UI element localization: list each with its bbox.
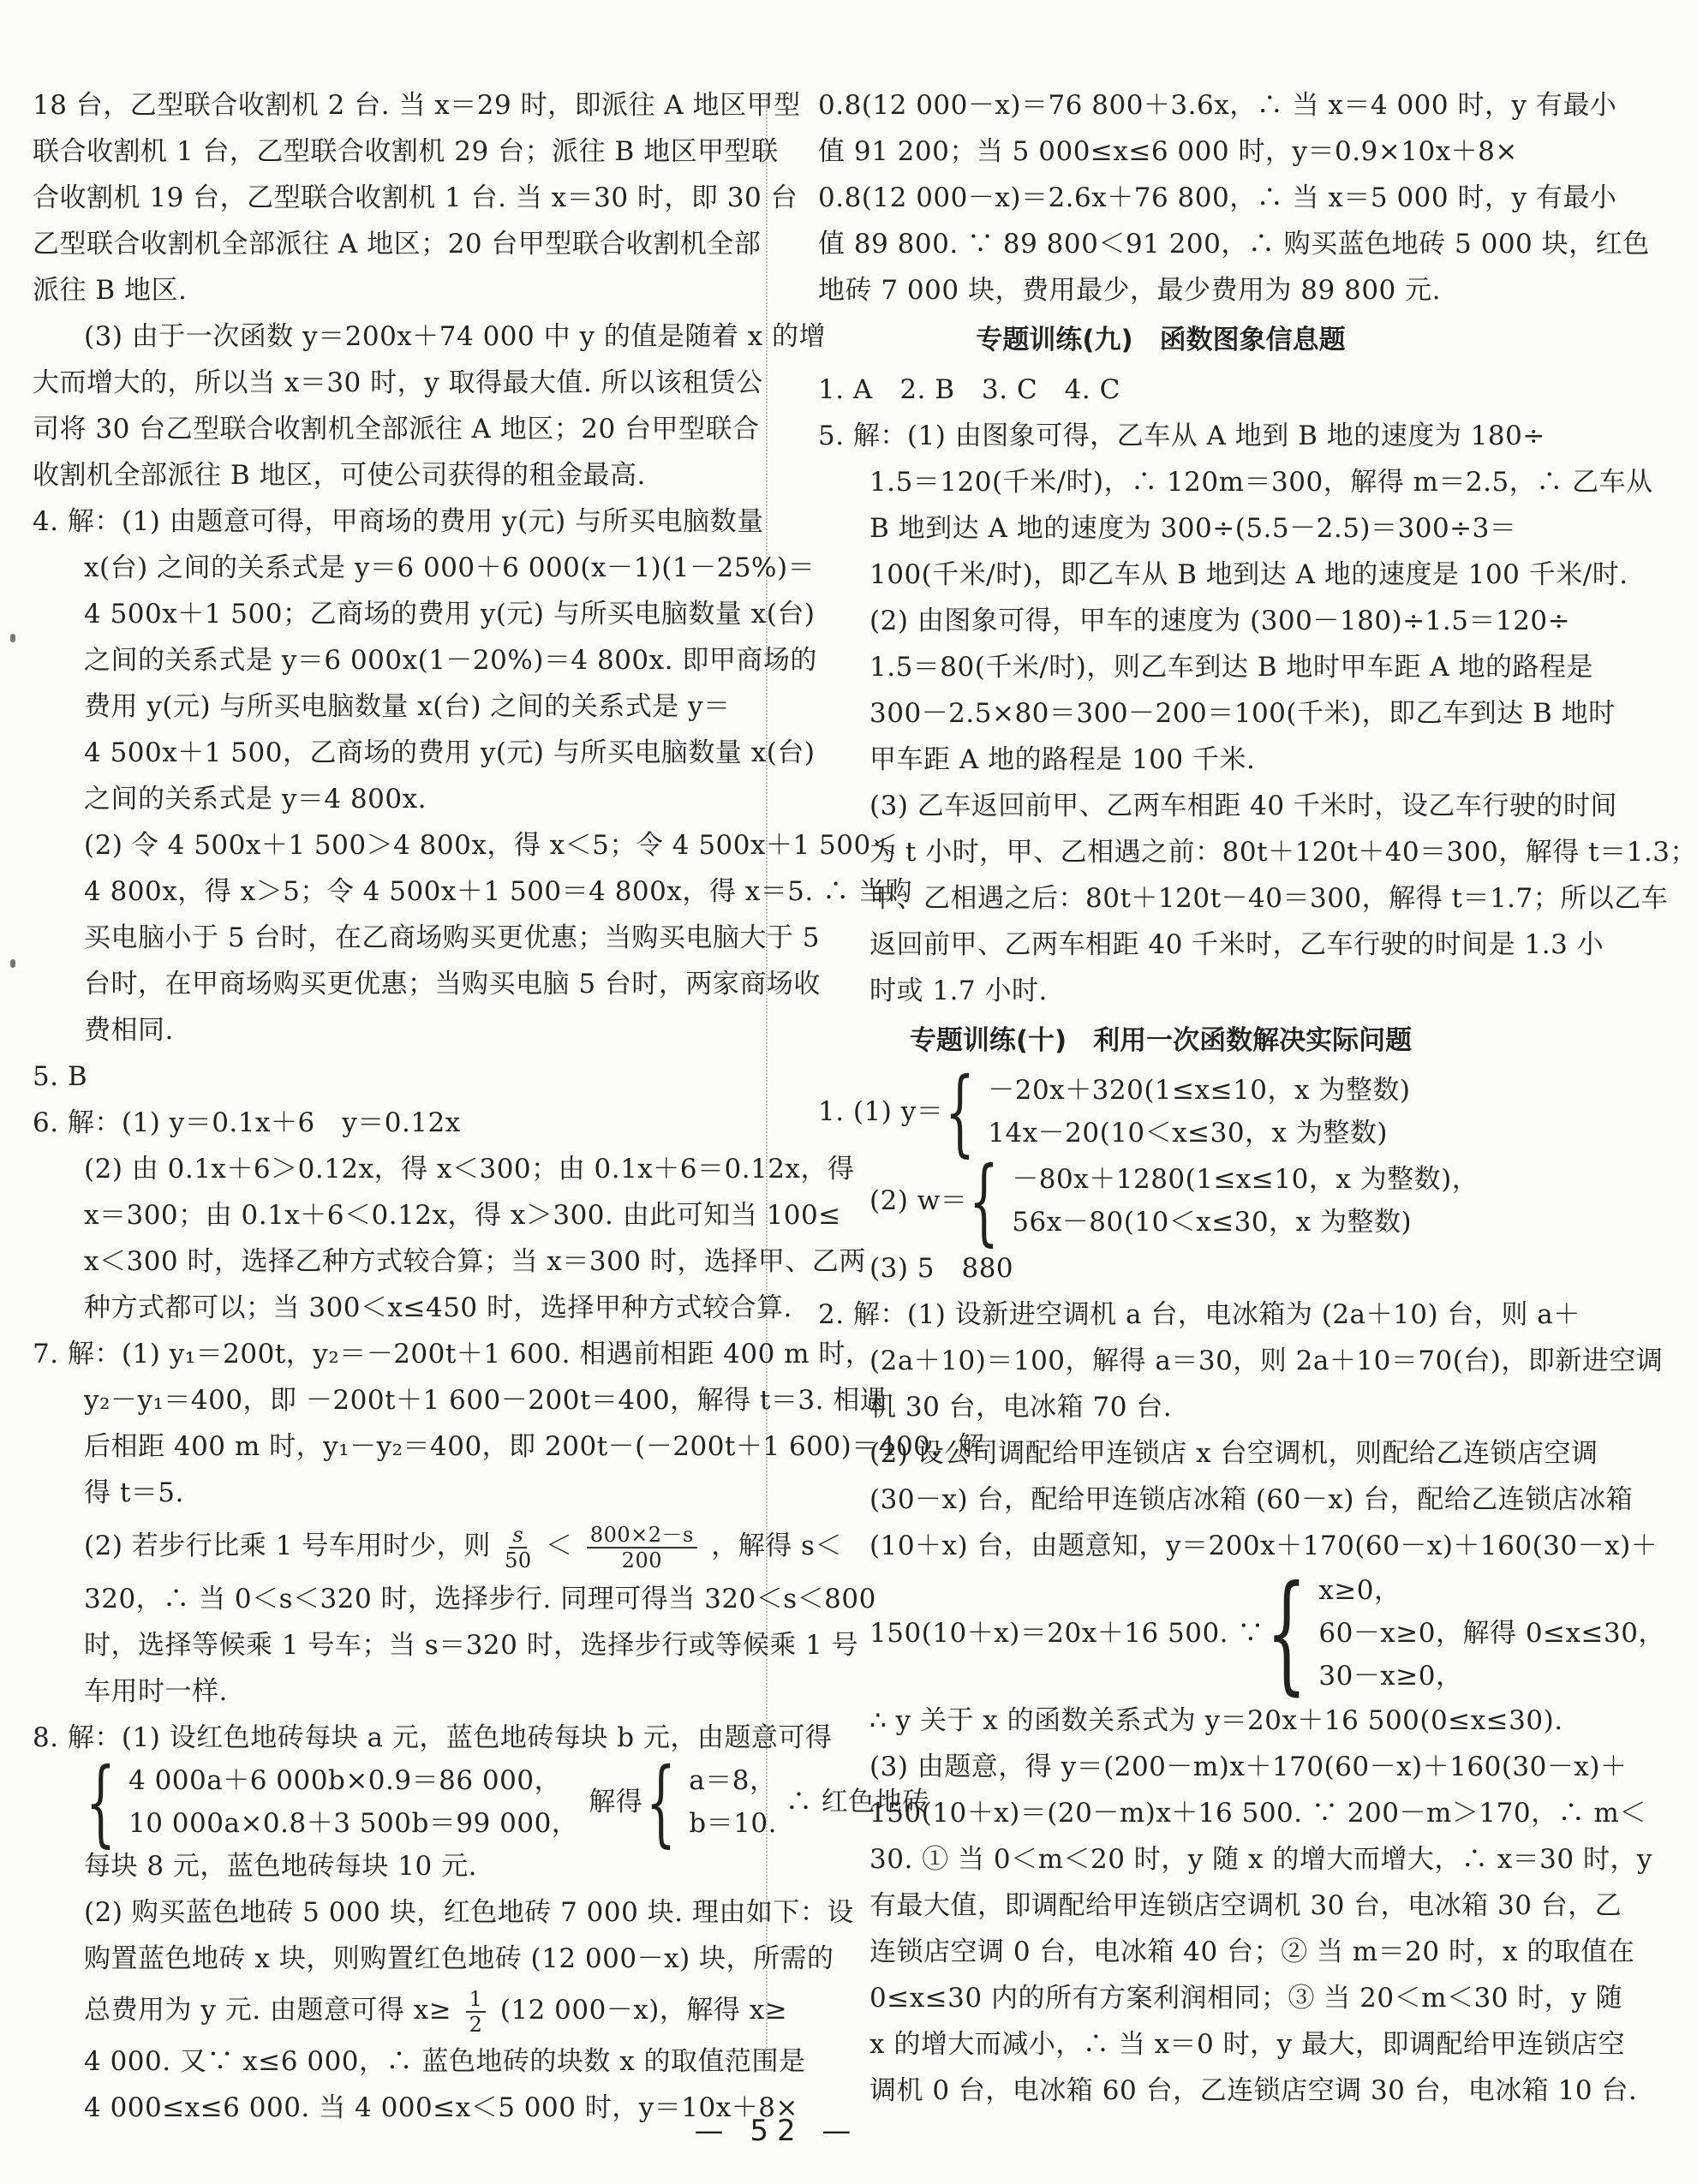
text-line: (2) 购买蓝色地砖 5 000 块，红色地砖 7 000 块. 理由如下：设: [84, 1897, 854, 1928]
section-heading-10: 专题训练(十) 利用一次函数解决实际问题: [909, 1025, 1413, 1056]
q1-piecewise-y: [818, 1057, 1503, 1167]
text-line: 乙型联合收割机全部派往 A 地区；20 台甲型联合收割机全部: [33, 229, 762, 260]
answers-1-4: 1. A 2. B 3. C 4. C: [818, 374, 1120, 405]
piecewise-case: 56x－80(10＜x≤30，x 为整数): [1012, 1207, 1413, 1238]
less-than-sign: ＜: [545, 1531, 573, 1561]
text-line: 18 台，乙型联合收割机 2 台. 当 x＝29 时，即派往 A 地区甲型: [33, 90, 801, 121]
inequality-case: 60－x≥0，解得 0≤x≤30，: [1318, 1618, 1665, 1649]
fraction-800x2-s-over-200: [587, 1523, 697, 1572]
fraction-numerator: s: [509, 1523, 527, 1548]
equation-line: 10 000a×0.8＋3 500b＝99 000，: [128, 1808, 579, 1839]
text-line: 0≤x≤30 内的所有方案利润相同；③ 当 20＜m＜30 时，y 随: [869, 1983, 1623, 2014]
text-line: 时或 1.7 小时.: [869, 976, 1048, 1006]
text-line: 值 91 200；当 5 000≤x≤6 000 时，y＝0.9×10x＋8×: [818, 136, 1518, 167]
text-line: (2) 设公司调配给甲连锁店 x 台空调机，则配给乙连锁店空调: [869, 1438, 1598, 1469]
text-line: 费相同.: [84, 1015, 174, 1046]
text-line: 150(10＋x)＝(20－m)x＋16 500. ∵ 200－m＞170，∴ m＜: [869, 1798, 1646, 1829]
text-line: 值 89 800. ∵ 89 800＜91 200，∴ 购买蓝色地砖 5 000 块，红色: [818, 229, 1650, 260]
text-line: (2) 令 4 500x＋1 500＞4 800x，得 x＜5；令 4 500x＋1 500＜: [84, 830, 899, 861]
q1-piecewise-w: [818, 1146, 1503, 1256]
fraction-denominator: 2: [469, 2012, 483, 2037]
fraction-numerator: 1: [466, 1987, 487, 2013]
piecewise-case: 14x－20(10＜x≤30，x 为整数): [988, 1118, 1388, 1149]
text-line: (2) 由图象可得，甲车的速度为 (300－180)÷1.5＝120÷: [869, 606, 1571, 636]
text-line: 得 t＝5.: [84, 1477, 184, 1508]
text-line: 每块 8 元，蓝色地砖每块 10 元.: [84, 1851, 477, 1882]
text-line: (30－x) 台，配给甲连锁店冰箱 (60－x) 台，配给乙连锁店冰箱: [869, 1484, 1634, 1515]
text-line: 大而增大的，所以当 x＝30 时，y 取得最大值. 所以该租赁公: [33, 367, 763, 398]
text-line: (2) 由 0.1x＋6＞0.12x，得 x＜300；由 0.1x＋6＝0.12x，得: [84, 1154, 855, 1184]
q8-frac-prefix: 总费用为 y 元. 由题意可得 x≥: [84, 1995, 452, 2026]
text-line: 300－2.5×80＝300－200＝100(千米)，即乙车到达 B 地时: [869, 698, 1616, 729]
fraction-one-half: [466, 1987, 487, 2037]
text-line: 甲车距 A 地的路程是 100 千米.: [869, 744, 1256, 775]
text-line: 司将 30 台乙型联合收割机全部派往 A 地区；20 台甲型联合: [33, 414, 760, 445]
fraction-denominator: 200: [621, 1548, 662, 1572]
left-brace: {: [1265, 1559, 1307, 1708]
left-brace: {: [969, 1146, 1000, 1256]
left-brace: {: [945, 1057, 976, 1167]
fraction-numerator: 800×2－s: [587, 1523, 697, 1548]
q8-frac-suffix: (12 000－x)，解得 x≥: [499, 1995, 788, 2026]
text-line: x＝300；由 0.1x＋6＜0.12x，得 x＞300. 由此可知当 100≤: [84, 1200, 841, 1231]
inequality-case: x≥0，: [1318, 1575, 1401, 1606]
text-line: 收割机全部派往 B 地区，可使公司获得的租金最高.: [33, 460, 646, 491]
margin-mark: [10, 959, 15, 968]
piecewise-stack: [988, 1069, 1410, 1155]
q7-part2-suffix: ，解得 s＜: [711, 1531, 842, 1561]
margin-mark: [10, 634, 15, 642]
question-8: 8. 解：(1) 设红色地砖每块 a 元，蓝色地砖每块 b 元，由题意可得: [33, 1722, 833, 1753]
text-line: 0.8(12 000－x)＝2.6x＋76 800，∴ 当 x＝5 000 时，y 有最小: [818, 182, 1617, 213]
q8-equation-system: [33, 1747, 929, 1857]
piecewise-stack: [1012, 1158, 1479, 1244]
text-line: (3) 由于一次函数 y＝200x＋74 000 中 y 的值是随着 x 的增: [84, 321, 827, 352]
text-line: 种方式都可以；当 300＜x≤450 时，选择甲种方式较合算.: [84, 1292, 792, 1323]
text-line: 0.8(12 000－x)＝76 800＋3.6x，∴ 当 x＝4 000 时，y 有最小: [818, 90, 1617, 121]
text-line: 购置蓝色地砖 x 块，则购置红色地砖 (12 000－x) 块，所需的: [84, 1943, 834, 1974]
q1-part3: (3) 5 880: [869, 1253, 1014, 1284]
q8-fraction-line: [33, 1982, 788, 2038]
question-5: 5. B: [33, 1061, 88, 1092]
question-4: 4. 解：(1) 由题意可得，甲商场的费用 y(元) 与所买电脑数量: [33, 506, 764, 537]
question-2: 2. 解：(1) 设新进空调机 a 台，电冰箱为 (2a＋10) 台，则 a＋: [818, 1299, 1580, 1330]
text-line: 地砖 7 000 块，费用最少，最少费用为 89 800 元.: [818, 275, 1441, 306]
fraction-s-over-50: [505, 1523, 532, 1572]
text-line: 4 500x＋1 500，乙商场的费用 y(元) 与所买电脑数量 x(台): [84, 737, 816, 768]
fraction-denominator: 50: [505, 1548, 532, 1572]
piecewise-case: －20x＋320(1≤x≤10，x 为整数): [988, 1075, 1411, 1106]
solution-line: a＝8，: [689, 1765, 777, 1796]
text-line: 30. ① 当 0＜m＜20 时，y 随 x 的增大而增大，∴ x＝30 时，y: [869, 1844, 1652, 1875]
right-column: [818, 82, 1697, 2114]
text-line: ∴ y 关于 x 的函数关系式为 y＝20x＋16 500(0≤x≤30).: [869, 1705, 1563, 1736]
text-line: 买电脑小于 5 台时，在乙商场购买更优惠；当购买电脑大于 5: [84, 922, 821, 953]
text-line: 联合收割机 1 台，乙型联合收割机 29 台；派往 B 地区甲型联: [33, 136, 779, 167]
q7-part2-prefix: (2) 若步行比乘 1 号车用时少，则: [84, 1531, 491, 1561]
text-line: 为 t 小时，甲、乙相遇之前：80t＋120t＋40＝300，解得 t＝1.3；: [869, 837, 1697, 868]
text-line: 连锁店空调 0 台，电冰箱 40 台；② 当 m＝20 时，x 的取值在: [869, 1936, 1635, 1967]
q2-inequality-system: [818, 1559, 1665, 1708]
q1-y-label: 1. (1) y＝: [818, 1096, 944, 1127]
text-line: 机 30 台，电冰箱 70 台.: [869, 1392, 1173, 1423]
text-line: 返回前甲、乙两车相距 40 千米时，乙车行驶的时间是 1.3 小: [869, 929, 1604, 960]
solution-line: b＝10.: [689, 1808, 777, 1839]
text-line: 1.5＝80(千米/时)，则乙车到达 B 地时甲车距 A 地的路程是: [869, 652, 1593, 683]
question-6: 6. 解：(1) y＝0.1x＋6 y＝0.12x: [33, 1107, 461, 1138]
text-line: 之间的关系式是 y＝4 800x.: [84, 784, 427, 815]
text-line: 调机 0 台，电冰箱 60 台，乙连锁店空调 30 台，电冰箱 10 台.: [869, 2075, 1638, 2106]
text-line: x 的增大而减小，∴ 当 x＝0 时，y 最大，即调配给甲连锁店空: [869, 2029, 1625, 2060]
text-line: (3) 乙车返回前甲、乙两车相距 40 千米时，设乙车行驶的时间: [869, 791, 1617, 821]
text-line: x(台) 之间的关系式是 y＝6 000＋6 000(x－1)(1－25%)＝: [84, 552, 816, 583]
text-line: 1.5＝120(千米/时)，∴ 120m＝300，解得 m＝2.5，∴ 乙车从: [869, 467, 1653, 498]
page-number: — 52 —: [694, 2114, 860, 2148]
question-5: 5. 解：(1) 由图象可得，乙车从 A 地到 B 地的速度为 180÷: [818, 421, 1545, 451]
q8-conclusion: ∴ 红色地砖: [785, 1787, 929, 1817]
text-line: 台时，在甲商场购买更优惠；当购买电脑 5 台时，两家商场收: [84, 969, 821, 1000]
equation-stack: [128, 1759, 578, 1845]
q7-fraction-line: [33, 1516, 842, 1576]
left-brace: {: [86, 1747, 116, 1857]
text-line: 后相距 400 m 时，y₁－y₂＝400，即 200t－(－200t＋1 600)＝400，解: [84, 1431, 985, 1462]
text-line: 4 800x，得 x＞5；令 4 500x＋1 500＝4 800x，得 x＝5. ∴ 当购: [84, 876, 912, 907]
section-heading-9: 专题训练(九) 函数图象信息题: [976, 325, 1346, 355]
text-line: B 地到达 A 地的速度为 300÷(5.5－2.5)＝300÷3＝: [869, 513, 1517, 544]
text-line: 车用时一样.: [84, 1676, 228, 1707]
solve-word: 解得: [589, 1787, 643, 1817]
text-line: 有最大值，即调配给甲连锁店空调机 30 台，电冰箱 30 台，乙: [869, 1890, 1622, 1921]
text-line: (3) 由题意，得 y＝(200－m)x＋170(60－x)＋160(30－x)＋: [869, 1751, 1628, 1782]
left-brace: {: [646, 1747, 677, 1857]
inequality-case: 30－x≥0，: [1318, 1661, 1463, 1692]
text-line: 4 500x＋1 500；乙商场的费用 y(元) 与所买电脑数量 x(台): [84, 599, 816, 630]
solution-stack: [689, 1759, 777, 1845]
text-line: 费用 y(元) 与所买电脑数量 x(台) 之间的关系式是 y＝: [84, 691, 731, 722]
piecewise-case: －80x＋1280(1≤x≤10，x 为整数)，: [1012, 1164, 1479, 1195]
text-line: 320，∴ 当 0＜s＜320 时，选择步行. 同理可得当 320＜s＜800: [84, 1584, 876, 1614]
text-line: 4 000. 又∵ x≤6 000，∴ 蓝色地砖的块数 x 的取值范围是: [84, 2046, 806, 2077]
q1-w-label: (2) w＝: [869, 1185, 968, 1216]
q2-sys-prefix: 150(10＋x)＝20x＋16 500. ∵: [869, 1618, 1264, 1649]
text-line: (10＋x) 台，由题意知，y＝200x＋170(60－x)＋160(30－x)＋: [869, 1531, 1658, 1561]
text-line: 合收割机 19 台，乙型联合收割机 1 台. 当 x＝30 时，即 30 台: [33, 182, 798, 213]
text-line: x＜300 时，选择乙种方式较合算；当 x＝300 时，选择甲、乙两: [84, 1246, 866, 1277]
text-line: 100(千米/时)，即乙车从 B 地到达 A 地的速度是 100 千米/时.: [869, 559, 1628, 590]
text-line: 时，选择等候乘 1 号车；当 s＝320 时，选择步行或等候乘 1 号: [84, 1630, 859, 1661]
text-line: 之间的关系式是 y＝6 000x(1－20%)＝4 800x. 即甲商场的: [84, 645, 817, 676]
inequality-stack: [1318, 1569, 1665, 1698]
text-line: (2a＋10)＝100，解得 a＝30，则 2a＋10＝70(台)，即新进空调: [869, 1346, 1664, 1376]
text-line: y₂－y₁＝400，即 －200t＋1 600－200t＝400，解得 t＝3. 相遇: [84, 1385, 887, 1416]
text-line: 派往 B 地区.: [33, 275, 188, 306]
equation-line: 4 000a＋6 000b×0.9＝86 000，: [128, 1765, 562, 1796]
text-line: 4 000≤x≤6 000. 当 4 000≤x＜5 000 时，y＝10x＋8×: [84, 2092, 798, 2123]
text-line: 甲、乙相遇之后：80t＋120t－40＝300，解得 t＝1.7；所以乙车: [869, 883, 1669, 914]
question-7: 7. 解：(1) y₁＝200t，y₂＝－200t＋1 600. 相遇前相距 400 m 时，: [33, 1339, 873, 1369]
